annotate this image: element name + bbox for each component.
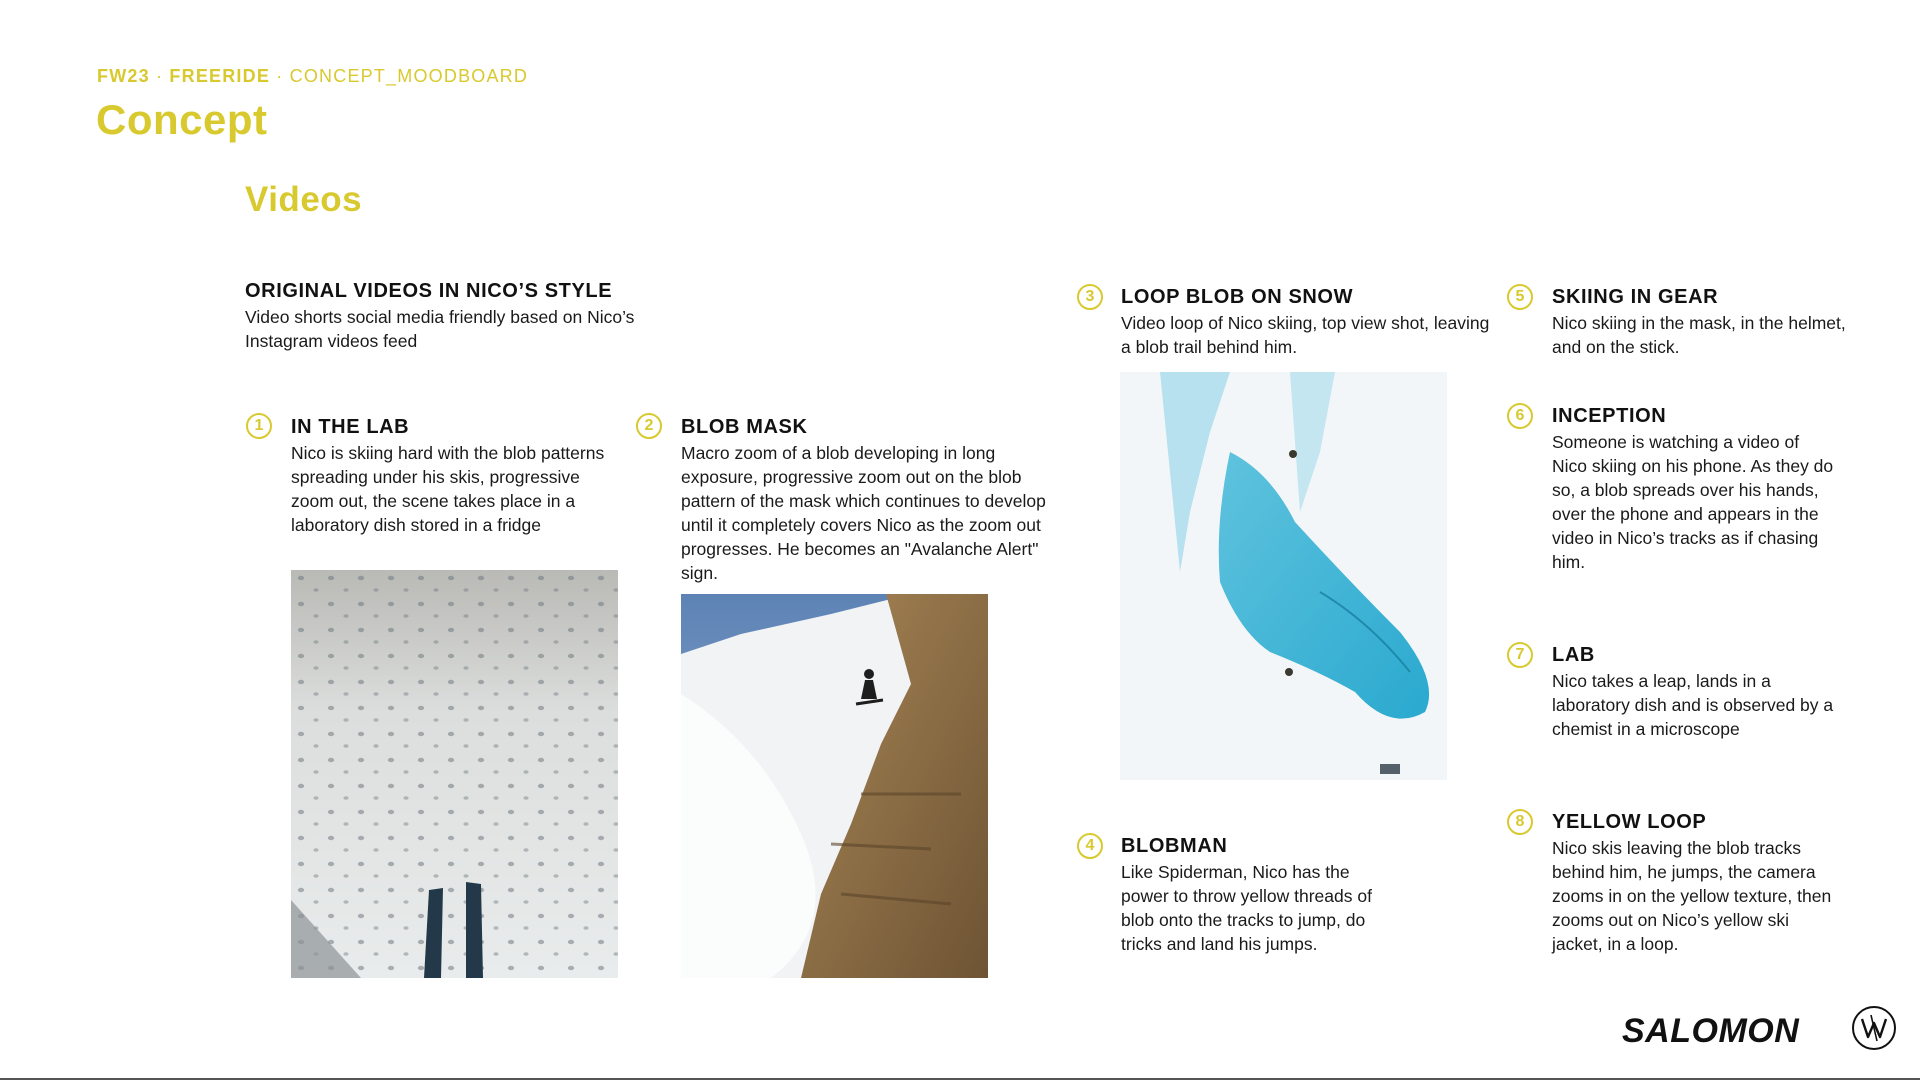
item-title: IN THE LAB xyxy=(291,416,410,438)
item-text: Nico takes a leap, lands in a laboratory dish and is observed by a chemist in a microscope xyxy=(1552,671,1834,739)
number-badge: 7 xyxy=(1507,642,1533,668)
breadcrumb-separator: · xyxy=(149,66,170,86)
video-thumbnail-blob-mask[interactable] xyxy=(681,594,988,978)
number-badge: 1 xyxy=(246,413,272,439)
breadcrumb-separator: · xyxy=(270,66,290,86)
item-title: BLOB MASK xyxy=(681,416,808,438)
breadcrumb-season: FW23 xyxy=(97,66,150,86)
number-badge: 6 xyxy=(1507,403,1533,429)
item-title: INCEPTION xyxy=(1552,405,1667,427)
breadcrumb-category: FREERIDE xyxy=(169,66,271,86)
lab-snow-texture-image xyxy=(291,570,618,978)
item-text: Macro zoom of a blob developing in long exposure, progressive zoom out on the blob pattern of the mask which continues to develop until it completely covers Nico as the zoom out progresses. He becomes an "Avalanche Alert" sign. xyxy=(681,443,1046,583)
number-badge: 2 xyxy=(636,413,662,439)
item-title: YELLOW LOOP xyxy=(1552,811,1707,833)
number-badge: 3 xyxy=(1077,284,1103,310)
intro-title: ORIGINAL VIDEOS IN NICO’S STYLE xyxy=(245,280,613,302)
page-title: Concept xyxy=(96,96,268,143)
item-text: Nico skiing in the mask, in the helmet, and on the stick. xyxy=(1552,313,1846,357)
video-thumbnail-loop-blob[interactable] xyxy=(1120,372,1447,780)
w-logo-icon xyxy=(1851,1005,1897,1051)
salomon-logo: SALOMON xyxy=(1622,1012,1800,1050)
item-text: Someone is watching a video of Nico skiing on his phone. As they do so, a blob spreads over his hands, over the phone and appears in the video in Nico’s tracks as if chasing him. xyxy=(1552,432,1834,572)
item-title: LAB xyxy=(1552,644,1595,666)
item-title: LOOP BLOB ON SNOW xyxy=(1121,286,1354,308)
breadcrumb-page: CONCEPT_MOODBOARD xyxy=(289,66,529,86)
item-text: Nico skis leaving the blob tracks behind him, he jumps, the camera zooms in on the yellow texture, then zooms out on Nico’s yellow ski jacket, in a loop. xyxy=(1552,838,1832,954)
number-badge: 5 xyxy=(1507,284,1533,310)
section-title: Videos xyxy=(245,180,363,219)
number-badge: 8 xyxy=(1507,809,1533,835)
intro-text: Video shorts social media friendly based on Nico’s Instagram videos feed xyxy=(245,307,635,351)
item-text: Like Spiderman, Nico has the power to throw yellow threads of blob onto the tracks to jump, do tricks and land his jumps. xyxy=(1121,862,1372,954)
aerial-blob-trail-image xyxy=(1120,372,1447,780)
breadcrumb xyxy=(97,66,528,87)
item-text: Video loop of Nico skiing, top view shot, leaving a blob trail behind him. xyxy=(1121,313,1490,357)
video-thumbnail-lab[interactable] xyxy=(291,570,618,978)
item-title: SKIING IN GEAR xyxy=(1552,286,1719,308)
item-text: Nico is skiing hard with the blob patterns spreading under his skis, progressive zoom out, the scene takes place in a laboratory dish stored in a fridge xyxy=(291,443,605,535)
number-badge: 4 xyxy=(1077,833,1103,859)
item-title: BLOBMAN xyxy=(1121,835,1228,857)
cliff-skier-image xyxy=(681,594,988,978)
